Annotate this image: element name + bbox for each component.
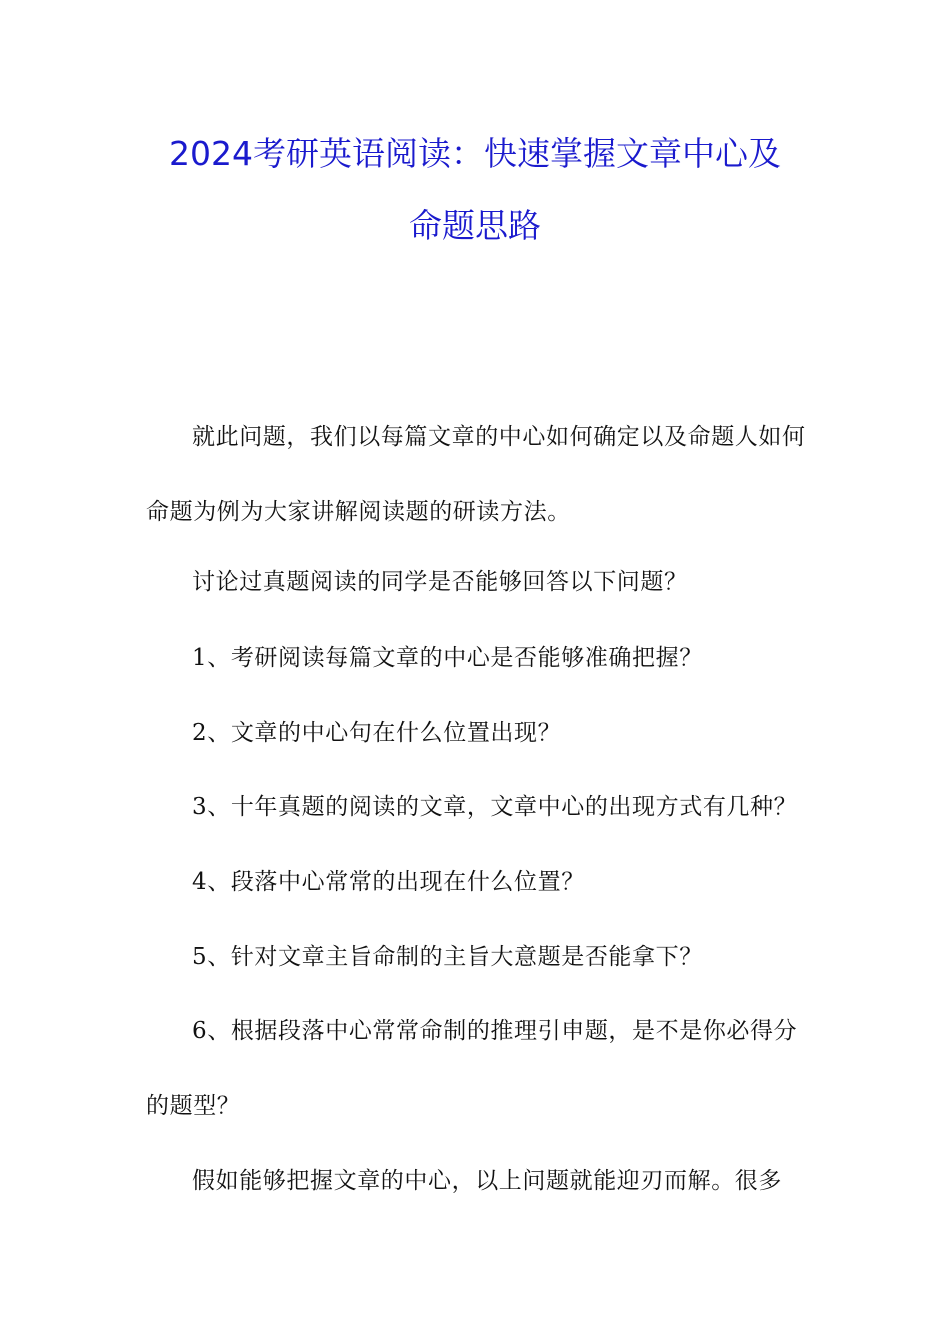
question-3: 3、十年真题的阅读的文章，文章中心的出现方式有几种？: [192, 794, 798, 820]
question-1: 1、考研阅读每篇文章的中心是否能够准确把握？: [192, 645, 703, 671]
question-4: 4、段落中心常常的出现在什么位置？: [192, 869, 585, 895]
document-title-line-2: 命题思路: [409, 206, 541, 245]
question-5: 5、针对文章主旨命制的主旨大意题是否能拿下？: [192, 944, 703, 970]
conclusion-paragraph: 假如能够把握文章的中心，以上问题就能迎刃而解。很多: [192, 1168, 782, 1194]
document-title-line-1: 2024考研英语阅读：快速掌握文章中心及: [169, 134, 781, 173]
question-6: 6、根据段落中心常常命制的推理引申题，是不是你必得分的题型？: [146, 1018, 798, 1119]
question-2: 2、文章的中心句在什么位置出现？: [192, 720, 562, 746]
intro-paragraph: 就此问题，我们以每篇文章的中心如何确定以及命题人如何命题为例为大家讲解阅读题的研读方法。: [146, 424, 806, 525]
lead-question-paragraph: 讨论过真题阅读的同学是否能够回答以下问题？: [192, 569, 688, 595]
